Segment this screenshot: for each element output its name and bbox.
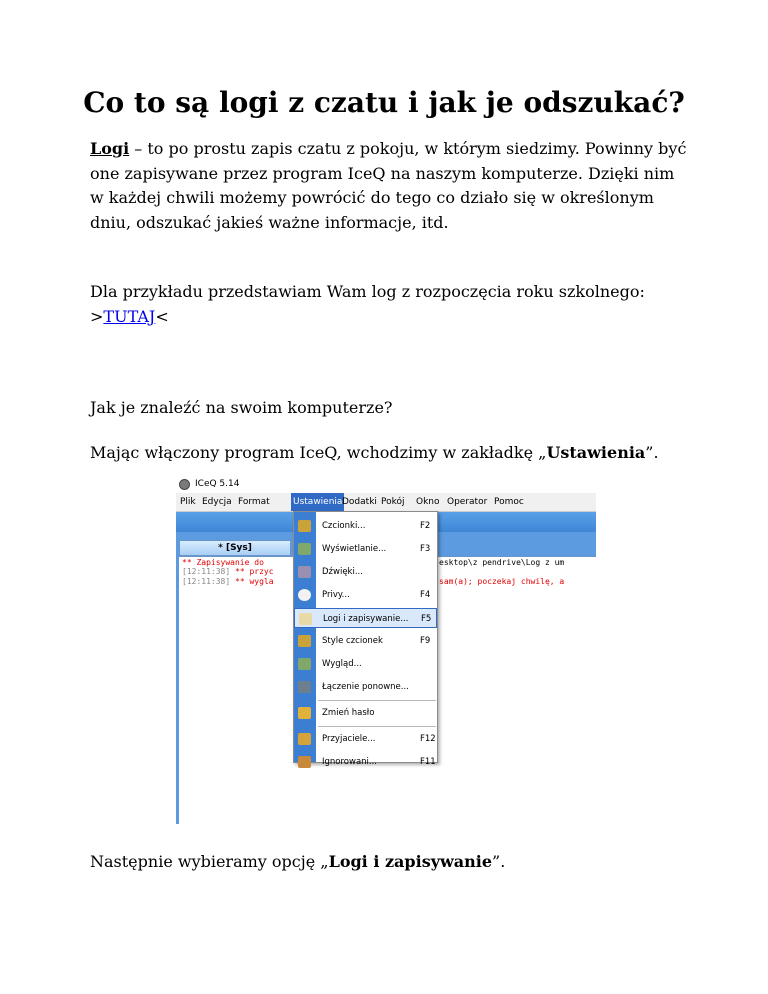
friends-icon bbox=[298, 733, 311, 745]
menu-edycja[interactable]: Edycja bbox=[202, 497, 232, 507]
menu-separator bbox=[318, 726, 436, 727]
window-titlebar bbox=[176, 476, 596, 493]
step-logi-text: Następnie wybieramy opcję „ bbox=[90, 852, 329, 871]
chat-line: [12:11:38] ** przyc bbox=[182, 567, 274, 576]
ignored-users-icon bbox=[298, 756, 311, 768]
menu-item-privy[interactable]: Privy... F4 bbox=[294, 585, 437, 605]
paragraph-question: Jak je znaleźć na swoim komputerze? bbox=[90, 398, 393, 417]
appearance-icon bbox=[298, 658, 311, 670]
menu-pomoc[interactable]: Pomoc bbox=[494, 497, 524, 507]
log-book-icon bbox=[299, 613, 312, 625]
ustawienia-dropdown bbox=[293, 511, 438, 767]
chat-line-tail: sam(a); poczekaj chwilę, a bbox=[439, 577, 565, 586]
logi-term: Logi bbox=[90, 139, 130, 158]
menu-item-friends[interactable]: Przyjaciele... F12 bbox=[294, 729, 437, 749]
step-settings-after: ”. bbox=[645, 443, 659, 462]
menu-item-wyglad[interactable]: Wygląd... bbox=[294, 654, 437, 674]
chat-line-tail: esktop\z pendrive\Log z um bbox=[439, 558, 565, 567]
menu-separator bbox=[318, 700, 436, 701]
window-title: ICeQ 5.14 bbox=[195, 479, 240, 489]
menu-item-ignored[interactable]: Ignorowani... F11 bbox=[294, 752, 437, 772]
menu-plik[interactable]: Plik bbox=[180, 497, 196, 507]
font-style-icon bbox=[298, 635, 311, 647]
privy-icon bbox=[298, 589, 311, 601]
paragraph-logi-definition bbox=[90, 137, 690, 235]
menu-dodatki[interactable]: Dodatki bbox=[342, 497, 377, 507]
page-title: Co to są logi z czatu i jak je odszukać? bbox=[83, 86, 685, 119]
menu-okno[interactable]: Okno bbox=[416, 497, 440, 507]
menu-item-logi[interactable]: Logi i zapisywanie... F5 bbox=[294, 608, 437, 628]
menu-operator[interactable]: Operator bbox=[447, 497, 488, 507]
paragraph-step-settings bbox=[90, 441, 690, 466]
menu-ustawienia[interactable]: Ustawienia bbox=[291, 493, 344, 511]
menu-item-czcionki[interactable]: Czcionki... F2 bbox=[294, 516, 437, 536]
logi-definition-text: – to po prostu zapis czatu z pokoju, w którym siedzimy. Powinny być one zapisywane przez program IceQ na naszym komputerze. Dzięki nim w każdej chwili możemy powrócić do tego co działo się w określonym dniu, odszukać jakieś ważne informacje, itd. bbox=[90, 139, 687, 232]
menu-format[interactable]: Format bbox=[238, 497, 270, 507]
step-settings-text: Mając włączony program IceQ, wchodzimy w zakładkę „ bbox=[90, 443, 547, 462]
step-logi-after: ”. bbox=[492, 852, 506, 871]
menubar bbox=[176, 493, 596, 512]
example-text: Dla przykładu przedstawiam Wam log z rozpoczęcia roku szkolnego: > bbox=[90, 282, 645, 326]
menu-item-style[interactable]: Style czcionek F9 bbox=[294, 631, 437, 651]
display-icon bbox=[298, 543, 311, 555]
tab-sys[interactable]: * [Sys] bbox=[179, 540, 291, 556]
iceq-screenshot bbox=[176, 476, 596, 824]
menu-pokoj[interactable]: Pokój bbox=[381, 497, 405, 507]
app-icon bbox=[179, 479, 190, 490]
lock-icon bbox=[298, 707, 311, 719]
paragraph-step-logi bbox=[90, 850, 690, 875]
tutaj-link[interactable]: TUTAJ bbox=[103, 306, 156, 326]
step-settings-bold: Ustawienia bbox=[546, 443, 646, 462]
fonts-icon bbox=[298, 520, 311, 532]
step-logi-bold: Logi i zapisywanie bbox=[328, 852, 493, 871]
paragraph-example bbox=[90, 280, 690, 329]
chat-line: ** Zapisywanie do bbox=[182, 558, 264, 567]
example-after: < bbox=[155, 306, 169, 326]
reconnect-icon bbox=[298, 681, 311, 693]
menu-item-dzwieki[interactable]: Dźwięki... bbox=[294, 562, 437, 582]
menu-item-wyswietlanie[interactable]: Wyświetlanie... F3 bbox=[294, 539, 437, 559]
chat-line: [12:11:38] ** wygla bbox=[182, 577, 274, 586]
sound-icon bbox=[298, 566, 311, 578]
menu-item-password[interactable]: Zmień hasło bbox=[294, 703, 437, 723]
menu-item-reconnect[interactable]: Łączenie ponowne... bbox=[294, 677, 437, 697]
